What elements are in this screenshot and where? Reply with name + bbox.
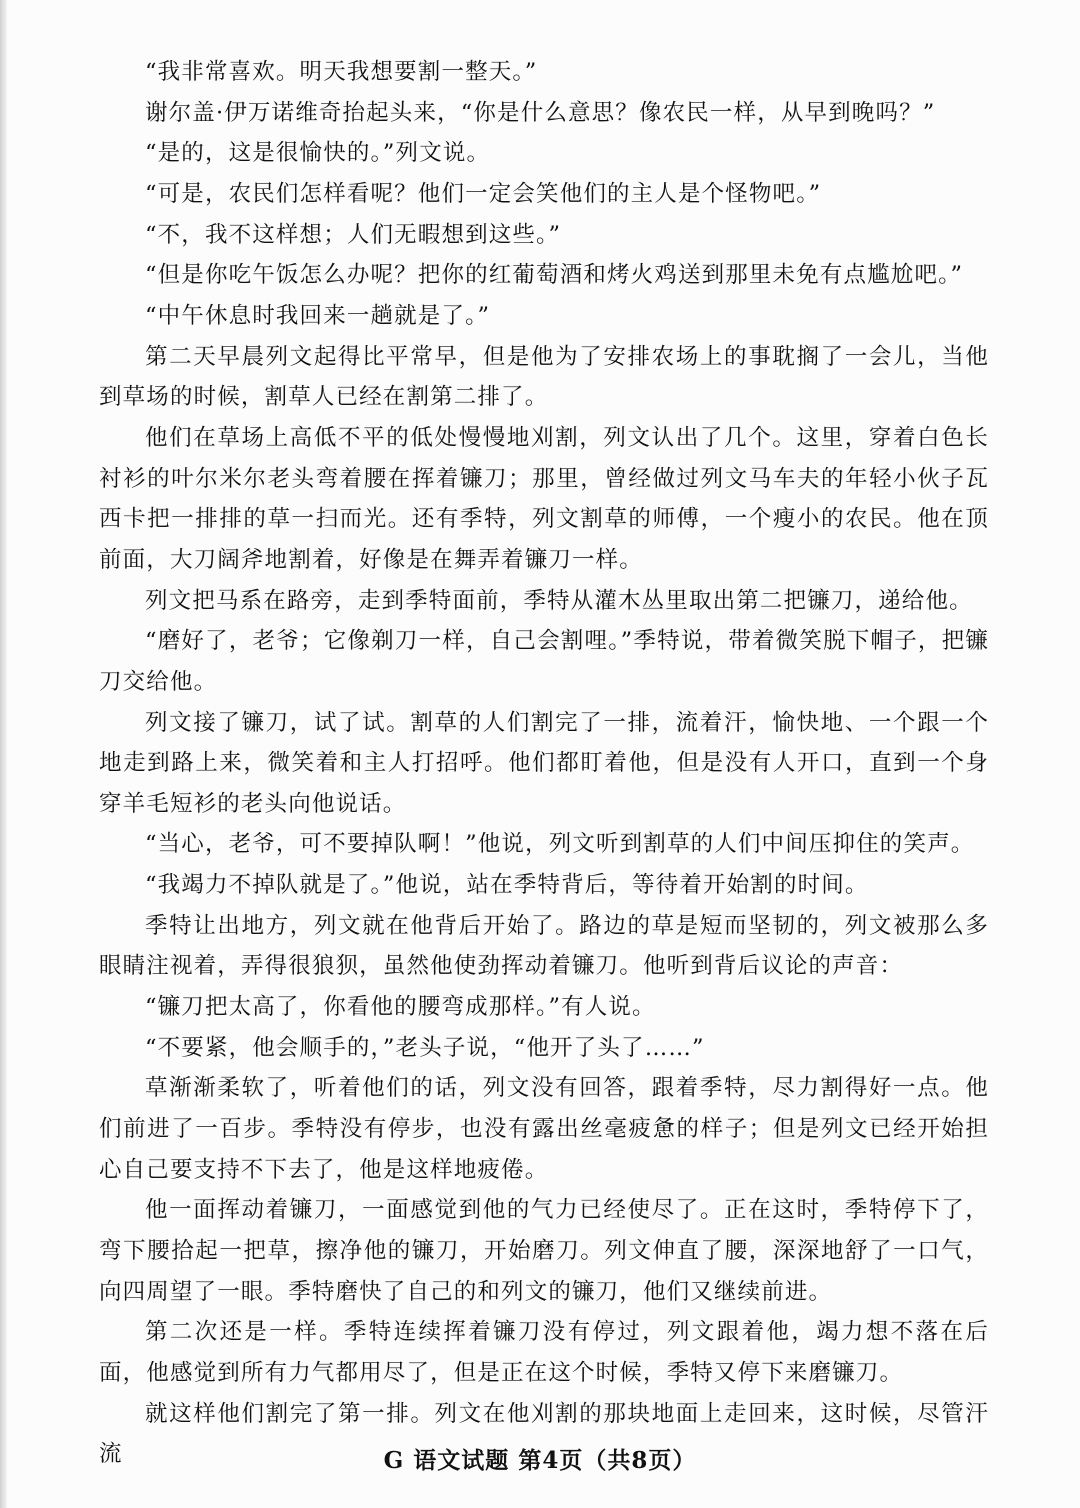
passage-body — [99, 52, 989, 1475]
paragraph: “我非常喜欢。明天我想要割一整天。” — [145, 59, 538, 85]
paragraph: 他们在草场上高低不平的低处慢慢地刈割，列文认出了几个。这里，穿着白色长衬衫的叶尔米尔老头弯着腰在挥着镰刀；那里，曾经做过列文马车夫的年轻小伙子瓦西卡把一排排的草一扫而光。还有季特，列文割草的师傅，一个瘦小的农民。他在顶前面，大刀阔斧地割着，好像是在舞弄着镰刀一样。 — [99, 424, 989, 573]
paragraph: “镰刀把太高了，你看他的腰弯成那样。”有人说。 — [145, 994, 656, 1021]
paragraph: “我竭力不掉队就是了。”他说，站在季特背后，等待着开始割的时间。 — [145, 872, 869, 899]
paragraph: “不要紧，他会顺手的，”老头子说，“他开了头了……” — [145, 1034, 705, 1061]
paragraph: “可是，农民们怎样看呢？他们一定会笑他们的主人是个怪物吧。” — [145, 180, 822, 207]
paragraph: 列文接了镰刀，试了试。割草的人们割完了一排，流着汗，愉快地、一个跟一个地走到路上来，微笑着和主人打招呼。他们都盯着他，但是没有人开口，直到一个身穿羊毛短衫的老头向他说话。 — [99, 709, 989, 817]
paragraph: “但是你吃午饭怎么办呢？把你的红葡萄酒和烤火鸡送到那里未免有点尴尬吧。” — [145, 262, 964, 289]
paragraph: 季特让出地方，列文就在他背后开始了。路边的草是短而坚韧的，列文被那么多眼睛注视着，弄得很狼狈，虽然他使劲挥动着镰刀。他听到背后议论的声音： — [99, 912, 989, 980]
paragraph: 草渐渐柔软了，听着他们的话，列文没有回答，跟着季特，尽力割得好一点。他们前进了一百步。季特没有停步，也没有露出丝毫疲惫的样子；但是列文已经开始担心自己要支持不下去了，他是这样地疲倦。 — [99, 1075, 989, 1183]
paragraph: 谢尔盖·伊万诺维奇抬起头来，“你是什么意思？像农民一样，从早到晚吗？” — [145, 99, 936, 126]
paragraph: “磨好了，老爷；它像剃刀一样，自己会割哩。”季特说，带着微笑脱下帽子，把镰刀交给他。 — [99, 628, 989, 695]
page-edge-shadow — [0, 0, 7, 1508]
paragraph: “是的，这是很愉快的。”列文说。 — [145, 140, 491, 167]
paragraph: 列文把马系在路旁，走到季特面前，季特从灌木丛里取出第二把镰刀，递给他。 — [145, 587, 973, 614]
paragraph: “中午休息时我回来一趟就是了。” — [145, 302, 491, 329]
paragraph: 就这样他们割完了第一排。列文在他刈割的那块地面上走回来，这时候，尽管汗流 — [99, 1400, 989, 1468]
page-footer: G 语文试题 第4页（共8页） — [383, 1447, 697, 1474]
paragraph: “不，我不这样想；人们无暇想到这些。” — [145, 221, 562, 248]
paragraph: 他一面挥动着镰刀，一面感觉到他的气力已经使尽了。正在这时，季特停下了，弯下腰拾起一把草，擦净他的镰刀，开始磨刀。列文伸直了腰，深深地舒了一口气，向四周望了一眼。季特磨快了自己的和列文的镰刀，他们又继续前进。 — [99, 1197, 989, 1305]
paragraph: 第二次还是一样。季特连续挥着镰刀没有停过，列文跟着他，竭力想不落在后面，他感觉到所有力气都用尽了，但是正在这个时候，季特又停下来磨镰刀。 — [99, 1319, 989, 1386]
paragraph: 第二天早晨列文起得比平常早，但是他为了安排农场上的事耽搁了一会儿，当他到草场的时候，割草人已经在割第二排了。 — [99, 343, 989, 411]
paragraph: “当心，老爷，可不要掉队啊！”他说，列文听到割草的人们中间压抑住的笑声。 — [145, 831, 975, 858]
